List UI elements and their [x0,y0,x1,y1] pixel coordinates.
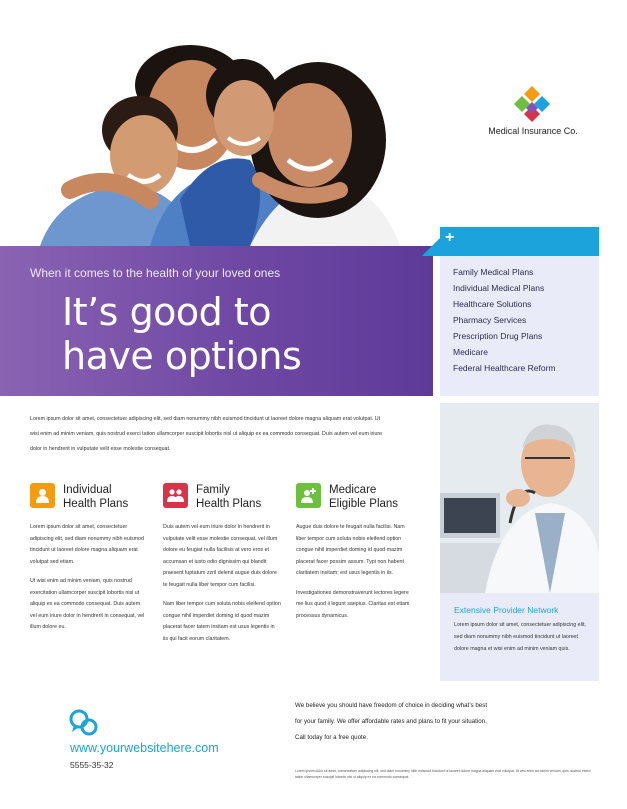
plus-icon: + [445,229,455,246]
column-paragraph: Lorem ipsum dolor sit amet, consectetuer adipiscing elit, sed diam nonummy nibh euismod tincidunt ut laoreet dolore magna aliquam erat volutpat sed etiam. [30,524,144,565]
hero-banner [0,246,433,396]
column-title-line-2: Health Plans [196,498,262,510]
closing-line-1: We believe you should have freedom of choice in deciding what’s best [295,702,488,709]
hero-headline [62,290,422,378]
column-paragraph: Investigationes demonstraverunt lectores legere me lius quod ii legunt saepius. Claritas est etiam processus dynamicus. [296,589,410,619]
provider-title: Extensive Provider Network [454,605,559,615]
column-title [63,483,153,511]
closing-line-3: Call today for a free quote. [295,734,368,741]
family-icon [163,483,188,508]
column-paragraph: Ut wisi enim ad minim veniam, quis nostrud exercitation ullamcorper suscipit lobortis nisl ut aliquip ex ea commodo consequat. Duis autem vel eum iriure dolor in hendrerit in consequat, vel illum dolore eu. [30,578,145,630]
plans-list [440,256,599,376]
doctor-photo-illustration [440,403,599,593]
hero-subheading: When it comes to the health of your loved ones [30,266,281,280]
plans-panel [440,256,599,396]
family-photo [0,0,433,246]
plan-item: Federal Healthcare Reform [453,363,556,373]
medicare-icon [296,483,321,508]
headline-line-2: have options [62,334,302,378]
company-logo [478,82,588,152]
provider-text: Lorem ipsum dolor sit amet, consectetuer adipiscing elit, sed diam nonummy nibh euismod tincidunt ut laoreet dolore magna et wisi enim ad minim veniam quis. [454,622,586,652]
column-body [163,522,281,653]
provider-network-box [440,593,599,681]
plan-item: Healthcare Solutions [453,299,532,309]
headline-line-1: It’s good to [62,290,272,334]
doctor-photo [440,403,599,593]
column-title [196,483,286,511]
chat-bubble-icon [68,708,100,742]
column-title-line-1: Family [196,484,230,496]
plan-item: Family Medical Plans [453,267,534,277]
column-title [329,483,419,511]
plan-item: Prescription Drug Plans [453,331,543,341]
plans-header-tab [440,227,599,256]
plan-item: Medicare [453,347,488,357]
column-title-line-2: Health Plans [63,498,129,510]
column-title-line-2: Eligible Plans [329,498,399,510]
closing-message [295,698,535,746]
tab-notch [422,238,440,256]
column-paragraph: Nam liber tempor cum soluta nobis eleifend option congue nihil imperdiet doming id quod mazim placerat facer tatem insitam est usus legentis in iis qui facit eorum claritatem. [163,601,281,642]
intro-paragraph: Lorem ipsum dolor sit amet, consectetuer adipiscing elit, sed diam nonummy nibh euismod tincidunt ut laoreet dolore magna aliquam erat volutpat. Ut wisi enim ad minim veniam, quis nostrud exerci tation ullamcorper suscipit lobortis nisl ut aliquip ex ea commodo consequat. Duis autem vel eum iriure dolor in hendrerit in vulputate velit esse molestie consequat. [30,416,383,452]
person-icon [30,483,55,508]
plan-item: Pharmacy Services [453,315,527,325]
website-link[interactable]: www.yourwebsitehere.com [70,741,219,755]
column-body [296,522,414,630]
column-paragraph: Augue duis dolore te feugait nulla facilisi. Nam liber tempor cum soluta nobis eleifend option congue nihil imperdiet doming id quod mazim placerat facer possim assum. Typi non habent claritatem insitam; est usus legentis in iis. [296,524,405,576]
column-body [30,522,148,642]
family-photo-illustration [0,0,433,246]
column-title-line-1: Individual [63,484,112,496]
company-name: Medical Insurance Co. [488,126,578,136]
column-paragraph: Duis autem vel eum iriure dolor in hendrerit in vulputate velit esse molestie consequat, vel illum dolore eu feugiat nulla facilisis at vero eros et accumsan et iusto odio dignissim qui blandit praesent luptatum zzril delenit augue duis dolore te feugait nulla liber tempor cum facilisi. [163,524,278,588]
plan-item: Individual Medical Plans [453,283,545,293]
phone-number: 5555-35-32 [70,760,114,770]
logo-mark-icon [510,82,554,126]
column-title-line-1: Medicare [329,484,377,496]
fine-print: Lorem ipsum dolor sit amet, consectetuer adipiscing elit, sed diam nonummy nibh euismod tincidunt ut laoreet dolore magna aliquam erat volutpat. Ut wisi enim ad minim veniam, quis nostrud exerci tation ullamcorper suscipit lobortis nisl ut aliquip ex ea commodo consequat. [295,769,591,779]
closing-line-2: for your family. We offer affordable rates and plans to fit your situation. [295,718,487,725]
